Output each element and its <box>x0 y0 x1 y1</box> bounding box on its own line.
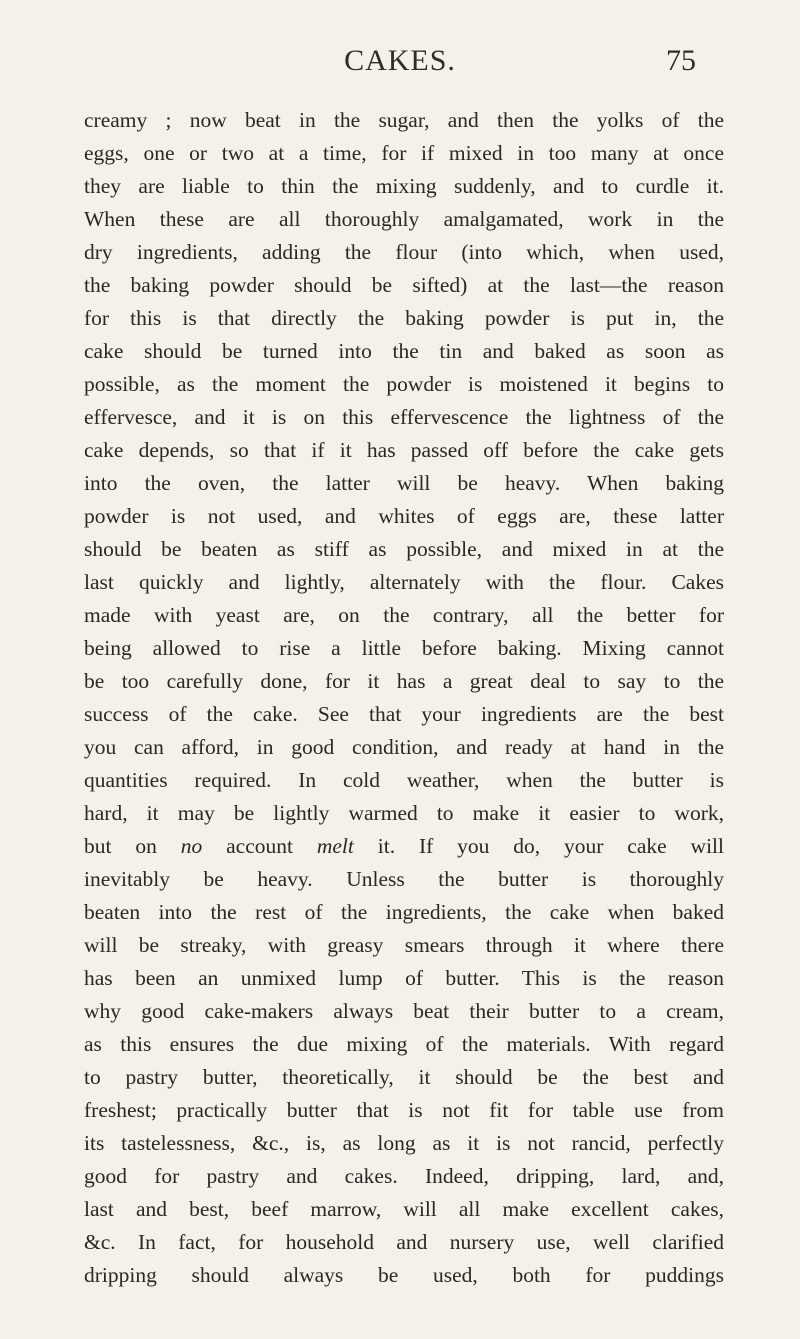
text-line: good for pastry and cakes. Indeed, dripping, lard, and, <box>84 1164 724 1188</box>
text-fragment: but on <box>84 834 181 858</box>
text-line: powder is not used, and whites of eggs are, these latter <box>84 504 724 528</box>
text-line: creamy ; now beat in the sugar, and then the yolks of the <box>84 108 724 132</box>
text-line: be too carefully done, for it has a great deal to say to the <box>84 669 724 693</box>
text-line: &c. In fact, for household and nursery use, well clarified <box>84 1230 724 1254</box>
text-line: inevitably be heavy. Unless the butter is thoroughly <box>84 867 724 891</box>
text-line: beaten into the rest of the ingredients, the cake when baked <box>84 900 724 924</box>
text-line: dry ingredients, adding the flour (into which, when used, <box>84 240 724 264</box>
text-line: to pastry butter, theoretically, it should be the best and <box>84 1065 724 1089</box>
text-line: its tastelessness, &c., is, as long as it is not rancid, perfectly <box>84 1131 724 1155</box>
emphasis-no: no <box>180 834 203 858</box>
text-line: last quickly and lightly, alternately with the flour. Cakes <box>84 570 724 594</box>
text-line: hard, it may be lightly warmed to make it easier to work, <box>84 801 724 825</box>
emphasis-melt: melt <box>316 834 354 858</box>
text-line: has been an unmixed lump of butter. This is the reason <box>84 966 724 990</box>
running-title: CAKES. <box>344 44 456 77</box>
running-head <box>0 44 800 84</box>
body-text <box>84 104 724 1292</box>
text-fragment: it. If you do, your cake will <box>353 834 724 858</box>
text-line: cake should be turned into the tin and baked as soon as <box>84 339 724 363</box>
text-line: the baking powder should be sifted) at the last—the reason <box>84 273 724 297</box>
text-line: cake depends, so that if it has passed off before the cake gets <box>84 438 724 462</box>
text-line: will be streaky, with greasy smears through it where there <box>84 933 724 957</box>
text-line-with-emphasis <box>84 830 724 863</box>
text-line: success of the cake. See that your ingredients are the best <box>84 702 724 726</box>
text-line: for this is that directly the baking powder is put in, the <box>84 306 724 330</box>
text-line: as this ensures the due mixing of the materials. With regard <box>84 1032 724 1056</box>
text-fragment: account <box>202 834 317 858</box>
text-line: they are liable to thin the mixing suddenly, and to curdle it. <box>84 174 724 198</box>
text-line: eggs, one or two at a time, for if mixed in too many at once <box>84 141 724 165</box>
text-line: quantities required. In cold weather, when the butter is <box>84 768 724 792</box>
text-line: should be beaten as stiff as possible, and mixed in at the <box>84 537 724 561</box>
text-line: being allowed to rise a little before baking. Mixing cannot <box>84 636 724 660</box>
page-number: 75 <box>666 44 696 77</box>
text-line: made with yeast are, on the contrary, all the better for <box>84 603 724 627</box>
text-line: you can afford, in good condition, and ready at hand in the <box>84 735 724 759</box>
text-line: freshest; practically butter that is not fit for table use from <box>84 1098 724 1122</box>
text-line: When these are all thoroughly amalgamated, work in the <box>84 207 724 231</box>
text-line: last and best, beef marrow, will all make excellent cakes, <box>84 1197 724 1221</box>
text-line: dripping should always be used, both for puddings <box>84 1263 724 1287</box>
text-line: effervesce, and it is on this effervescence the lightness of the <box>84 405 724 429</box>
text-line: into the oven, the latter will be heavy. When baking <box>84 471 724 495</box>
text-line: why good cake-makers always beat their butter to a cream, <box>84 999 724 1023</box>
text-line: possible, as the moment the powder is moistened it begins to <box>84 372 724 396</box>
